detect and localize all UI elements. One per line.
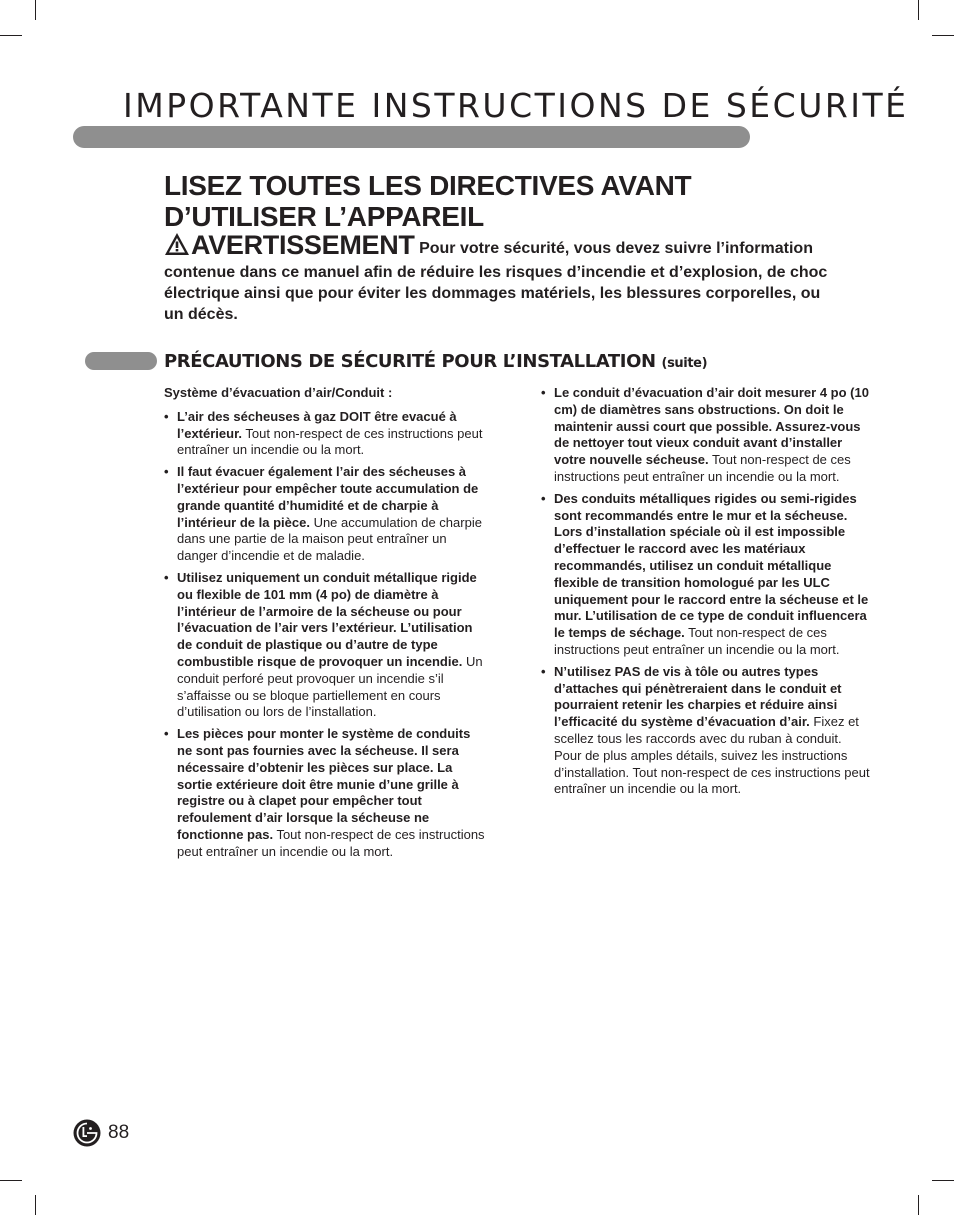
title-underline-bar: [73, 126, 750, 148]
warning-block: [164, 232, 829, 325]
crop-mark: [932, 35, 954, 36]
crop-mark: [918, 0, 919, 20]
list-item-bold: N’utilisez PAS de vis à tôle ou autres types d’attaches qui pénètreraient dans le conduit et pourraient retenir les charpies et réduire ainsi l’efficacité du système d’évacuation d’air.: [554, 663, 842, 730]
crop-mark: [35, 0, 36, 20]
list-item-text: Une accumulation de charpie dans une partie de la maison peut entraîner un danger d’incendie et de maladie.: [177, 514, 482, 564]
crop-mark: [932, 1180, 954, 1181]
section-title-text: PRÉCAUTIONS DE SÉCURITÉ POUR L’INSTALLATION: [164, 351, 656, 372]
section-title: [164, 351, 707, 372]
warning-triangle-icon: [164, 232, 190, 262]
list-item-bold: Des conduits métalliques rigides ou semi-rigides sont recommandés entre le mur et la sécheuse. Lors d’installation spéciale où il est impossible d’effectuer le raccord avec les matériaux recommandés, utilisez un conduit métallique flexible de transition homologué par les ULC uniquement pour le raccord entre la sécheuse et le mur. L’utilisation de ce type de conduit influencera le temps de séchage.: [554, 490, 869, 641]
right-column: [541, 385, 871, 803]
page-title: IMPORTANTE INSTRUCTIONS DE SÉCURITÉ: [123, 86, 909, 125]
list-item-bold: L’air des sécheuses à gaz DOIT être evacué à l’extérieur.: [177, 408, 457, 441]
warning-text: l’information contenue dans ce manuel afin de réduire les risques d’incendie et d’explosion, de choc électrique ainsi que pour éviter les dommages matériels, les blessures corporelles, ou un décès.: [164, 240, 828, 323]
list-item: [164, 464, 486, 565]
list-item: [541, 664, 871, 798]
list-item: [164, 726, 486, 860]
crop-mark: [0, 1180, 22, 1181]
list-item-text: Tout non-respect de ces instructions peut entraîner un incendie ou la mort.: [554, 452, 851, 484]
list-item-bold: Le conduit d’évacuation d’air doit mesurer 4 po (10 cm) de diamètres sans obstructions. On doit le maintenir aussi court que possible. Assurez-vous de nettoyer tout vieux conduit avant d’installer votre nouvelle sécheuse.: [554, 385, 869, 468]
warning-label: AVERTISSEMENT: [191, 230, 415, 260]
list-item-bold: Les pièces pour monter le système de conduits ne sont pas fournies avec la sécheuse. Il sera nécessaire d’obtenir les pièces sur place. La sortie extérieure doit être munie d’une grille à registre ou à clapet pour empêcher tout refoulement d’air lorsque la sécheuse ne fonctionne pas.: [177, 726, 471, 842]
list-item-bold: Utilisez uniquement un conduit métallique rigide ou flexible de 101 mm (4 po) de diamètre à l’intérieur de l’armoire de la sécheuse ou pour l’évacuation de l’air vers l’extérieur. L’utilisation de conduit de plastique ou d’autre de type combustible risque de provoquer un incendie.: [177, 569, 477, 669]
list-item-text: Tout non-respect de ces instructions peut entraîner un incendie ou la mort.: [177, 826, 485, 859]
warning-text-lead: Pour votre sécurité, vous devez suivre: [419, 240, 712, 257]
right-bullet-list: [541, 385, 871, 798]
section-marker-bar: [85, 352, 157, 370]
list-item-text: Tout non-respect de ces instructions peut entraîner un incendie ou la mort.: [177, 425, 483, 458]
list-item-bold: Il faut évacuer également l’air des sécheuses à l’extérieur pour empêcher toute accumulation de grande quantité d’humidité et de charpie à l’intérieur de la pièce.: [177, 464, 479, 530]
crop-mark: [0, 35, 22, 36]
list-item: [541, 385, 871, 486]
list-item-text: Un conduit perforé peut provoquer un incendie s’il s’affaisse ou se bloque partiellement en cours d’utilisation ou lors de l’installation.: [177, 653, 483, 720]
subheading: Système d’évacuation d’air/Conduit :: [164, 385, 393, 400]
list-item: [541, 491, 871, 659]
list-item-text: Fixez et scellez tous les raccords avec du ruban à conduit. Pour de plus amples détails, suivez les instructions d’installation. Tout non-respect de ces instructions peut entraîner un incendie ou la mort.: [554, 714, 870, 797]
list-item: [164, 570, 486, 721]
left-column: [164, 385, 486, 866]
section-title-suffix: (suite): [661, 356, 708, 371]
page-number: 88: [108, 1122, 130, 1143]
left-bullet-list: [164, 409, 486, 861]
headline: LISEZ TOUTES LES DIRECTIVES AVANT D’UTILISER L’APPAREIL: [164, 170, 692, 232]
crop-mark: [918, 1195, 919, 1215]
lg-logo-icon: [73, 1119, 101, 1147]
crop-mark: [35, 1195, 36, 1215]
list-item-text: Tout non-respect de ces instructions peut entraîner un incendie ou la mort.: [554, 625, 840, 657]
list-item: [164, 409, 486, 459]
